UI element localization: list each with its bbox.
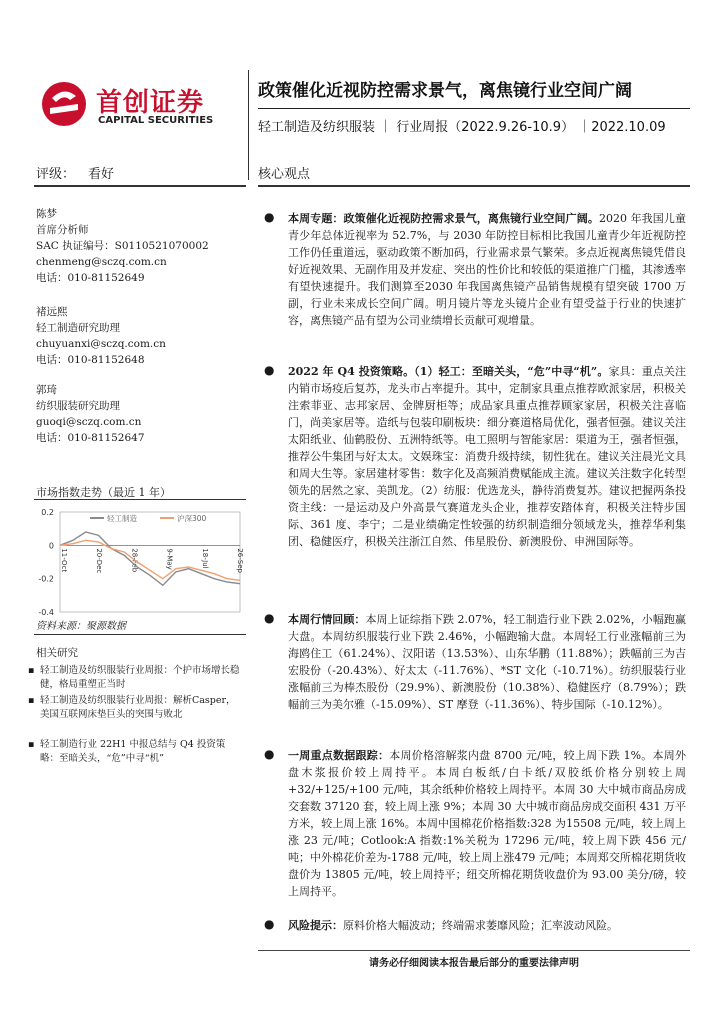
report-title: 政策催化近视防控需求景气，离焦镜行业空间广阔 (258, 81, 632, 101)
point-data-tracking: 一周重点数据跟踪：本周价格溶解浆内盘 8700 元/吨，较上周下跌 1%。本周外盘木浆报价较上周持平。本周白板纸/白卡纸/双胶纸价格分别较上周+32/+125/+100 元/吨，其余纸种价格较上周持平。本周 30 大中城市商品房成交套数 37120 套，较上周上涨 9%；本周 30 大中城市商品房成交面积 431 万平方米，较上周上涨 16%。本周中国棉花价格指数:328 为15508 元/吨，较上周上涨 23 元/吨；Cotlook:A 指数:1%关税为 17296 元/吨，较上周下跌 456 元/吨；中外棉花价差为-1788 元/吨，较上周上涨479 元/吨；本周郑交所棉花期货收盘价为 13805 元/吨，较上周持平；纽交所棉花期货收盘价为 93.00 美分/磅，较上周持平。 (288, 749, 687, 898)
left-rule (34, 185, 246, 187)
analyst-title: 轻工制造研究助理 (36, 322, 120, 334)
report-subtitle: 轻工制造及纺织服装 ｜ 行业周报（2022.9.26-10.9） ｜2022.10.09 (258, 120, 666, 135)
related-research-heading: 相关研究 (36, 647, 78, 659)
analyst-phone: 电话：010-81152647 (36, 432, 145, 444)
related-item[interactable]: ▪ 轻工制造行业 22H1 中报总结与 Q4 投资策略：至暗关头，“危”中寻“机” (28, 739, 226, 764)
bullet-icon: ▪ (28, 695, 35, 706)
analyst-title: 首席分析师 (36, 224, 89, 236)
legend-label: 沪深300 (177, 514, 207, 523)
title-rule (258, 108, 690, 109)
right-rule (258, 185, 690, 187)
core-view-heading: 核心观点 (258, 167, 311, 182)
bullet-icon: ● (264, 917, 275, 931)
logo-emblem-icon (42, 82, 86, 126)
y-tick-label: 0.2 (41, 508, 54, 517)
analyst-phone: 电话：010-81152649 (36, 272, 145, 284)
x-tick-label: 18-Jul (200, 548, 209, 569)
legend-label: 轻工制造 (107, 514, 137, 523)
header-divider (248, 70, 249, 180)
analyst-phone: 电话：010-81152648 (36, 354, 145, 366)
x-tick-label: 11-Oct (60, 548, 68, 573)
y-tick-label: -0.2 (38, 574, 54, 584)
point-strategy: 2022 年 Q4 投资策略。（1）轻工：至暗关头，“危”中寻“机”。家具：重点关注内销市场疫后复苏，龙头市占率提升。其中，定制家具重点推荐欧派家居，积极关注索菲亚、志邦家居、金牌厨柜等；成品家具重点推荐顾家家居，积极关注喜临门，尚美家居等。造纸与包装印刷板块：细分赛道格局优化，强者恒强。建议关注太阳纸业、仙鹤股份、五洲特纸等。电工照明与智能家居：渠道为王，强者恒强，推荐公牛集团与好太太。文娱珠宝：消费升级持续，韧性犹在。建议关注晨光文具和周大生等。家居建材零售：数字化及高频消费赋能成主流。建议关注数字化转型领先的居然之家、美凯龙。（2）纺服：优选龙头，静待消费复苏。建议把握两条投资主线：一是运动及户外高景气赛道龙头企业，推荐安踏体育，积极关注特步国际、361 度、李宁；二是业绩确定性较强的纺织制造细分领域龙头，推荐华利集团、稳健医疗，积极关注浙江自然、伟星股份、新澳股份、申洲国际等。 (288, 365, 686, 548)
x-tick-label: 26-Sep (236, 548, 244, 573)
x-tick-label: 20-Dec (95, 548, 104, 574)
point-risk: 风险提示：原料价格大幅波动；终端需求萎靡风险；汇率波动风险。 (288, 919, 618, 932)
x-tick-label: 9-May (165, 548, 174, 570)
point-topic: 本周专题：政策催化近视防控需求景气，离焦镜行业空间广阔。2020 年我国儿童青少年总体近视率为 52.7%，与 2030 年防控目标相比我国儿童青少年近视防控工作仍任重道远，驱动政策不断加码，行业需求景气繁荣。多点近视离焦镜凭借良好近视效果、无副作用及并发症、突出的性价比和较低的渠道推广门槛，其渗透率有望快速提升。我们测算至2030 年我国离焦镜产品销售规模有望突破 1700 万副，行业未来成长空间广阔。明月镜片等龙头镜片企业有望受益于行业的快速扩容，离焦镜产品有望为公司业绩增长贡献可观增量。 (288, 212, 686, 327)
series-line (60, 540, 240, 580)
plot-frame (60, 512, 240, 612)
analyst-license: SAC 执证编号：S0110521070002 (36, 240, 209, 252)
index-chart-svg (30, 500, 246, 620)
bullet-icon: ▪ (28, 739, 35, 750)
analyst-email[interactable]: chenmeng@sczq.com.cn (36, 256, 167, 268)
rating-label: 评级： (36, 167, 76, 182)
related-item[interactable]: ▪ 轻工制造及纺织服装行业周报：个护市场增长稳健，格局重塑正当时 (28, 665, 240, 690)
bullet-icon: ● (264, 747, 275, 761)
footer-rule (258, 950, 690, 951)
analyst-email[interactable]: chuyuanxi@sczq.com.cn (36, 338, 166, 350)
chart-source: 资料来源：聚源数据 (36, 621, 126, 632)
y-tick-label: 0 (48, 541, 54, 551)
analyst-name: 陈梦 (36, 208, 57, 220)
footer-disclaimer: 请务必仔细阅读本报告最后部分的重要法律声明 (369, 958, 579, 969)
related-item[interactable]: ▪ 轻工制造及纺织服装行业周报：解析Casper，美国互联网床垫巨头的突围与败北 (28, 695, 236, 720)
analyst-name: 褚远熙 (36, 306, 68, 318)
analyst-block (36, 382, 145, 446)
brand-name-en: CAPITAL SECURITIES (98, 115, 214, 126)
analyst-title: 纺织服装研究助理 (36, 400, 120, 412)
analyst-email[interactable]: guoqi@sczq.com.cn (36, 416, 142, 428)
analyst-name: 郭琦 (36, 384, 57, 396)
brand-name-cn: 首创证券 (96, 88, 205, 118)
bullet-icon: ● (264, 363, 275, 377)
x-tick-label: 28-Feb (130, 548, 139, 573)
point-market-review: 本周行情回顾：本周上证综指下跌 2.07%，轻工制造行业下跌 2.02%，小幅跑赢大盘。本周纺织服装行业下跌 2.46%，小幅跑输大盘。本周轻工行业涨幅前三为海鸥住工（61.24%）、汉阳诺（13.53%）、山东华鹏（11.88%）；跌幅前三为吉宏股份（-20.43%）、好太太（-11.76%）、*ST 文化（-10.71%）。纺织服装行业涨幅前三为棒杰股份（29.9%）、新澳股份（10.38%）、稳健医疗（8.79%）；跌幅前三为美尔雅（-15.09%）、ST 摩登（-11.36%）、特步国际（-10.12%）。 (288, 613, 686, 711)
bullet-icon: ▪ (28, 665, 35, 676)
y-tick-label: -0.4 (38, 608, 54, 617)
analyst-block (36, 206, 209, 286)
bullet-icon: ● (264, 210, 275, 224)
source-rule (34, 634, 246, 635)
rating-value: 看好 (88, 167, 115, 182)
index-chart (30, 500, 246, 620)
bullet-icon: ● (264, 611, 275, 625)
chart-title: 市场指数走势（最近 1 年） (36, 486, 171, 499)
analyst-block (36, 304, 166, 368)
